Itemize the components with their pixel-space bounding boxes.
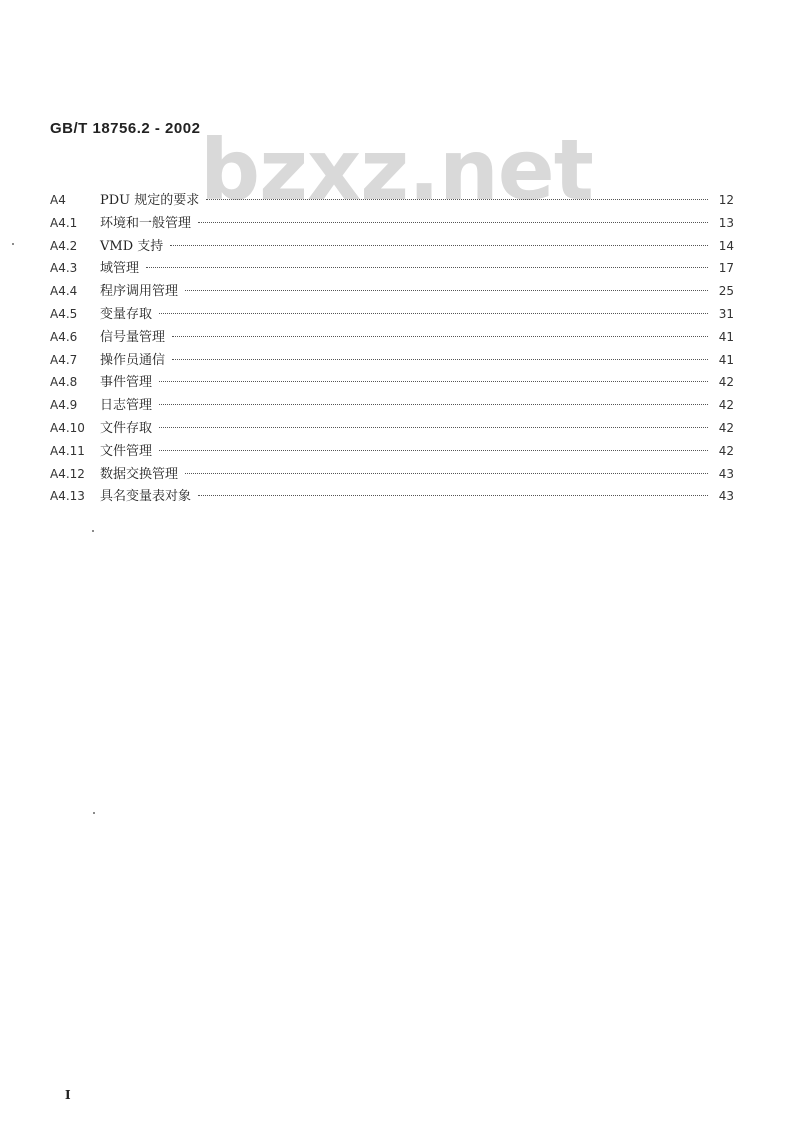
scan-speck xyxy=(92,530,94,532)
toc-entry-number: A4.6 xyxy=(50,329,78,344)
toc-entry-title: 事件管理 xyxy=(100,375,153,391)
toc-entry-a4-6 xyxy=(50,326,734,349)
toc-entry-page: 42 xyxy=(718,420,734,435)
toc-entry-page: 25 xyxy=(718,284,734,299)
scan-speck xyxy=(93,812,95,814)
toc-leader-dots xyxy=(198,222,708,223)
toc-entry-title: 操作员通信 xyxy=(100,352,166,368)
toc-entry-page: 41 xyxy=(718,352,734,367)
toc-entry-number: A4.12 xyxy=(50,466,85,481)
toc-entry-page: 42 xyxy=(718,398,734,413)
toc-entry-number: A4.7 xyxy=(50,352,78,367)
toc-leader-dots xyxy=(206,199,708,200)
toc-leader-dots xyxy=(159,313,708,314)
toc-entry-a4-9 xyxy=(50,394,734,417)
toc-entry-a4-1 xyxy=(50,212,734,235)
toc-entry-number: A4.11 xyxy=(50,443,85,458)
toc-entry-number: A4.1 xyxy=(50,215,78,230)
toc-entry-title: 程序调用管理 xyxy=(100,284,179,300)
toc-leader-dots xyxy=(172,359,708,360)
toc-leader-dots xyxy=(159,404,708,405)
toc-entry-number: A4.13 xyxy=(50,489,85,504)
toc-entry-number: A4.3 xyxy=(50,261,78,276)
toc-entry-a4-11 xyxy=(50,440,734,463)
toc-entry-page: 12 xyxy=(718,193,734,207)
toc-entry-page: 31 xyxy=(718,306,734,321)
toc-entry-a4-13 xyxy=(50,485,734,508)
toc-leader-dots xyxy=(172,336,708,337)
toc-leader-dots xyxy=(159,381,708,382)
standard-code-header: GB/T 18756.2 - 2002 xyxy=(50,120,201,137)
toc-entry-title: 日志管理 xyxy=(100,398,153,414)
toc-entry-a4-8 xyxy=(50,371,734,394)
toc-entry-a4-7 xyxy=(50,349,734,372)
toc-entry-a4-2 xyxy=(50,235,734,258)
watermark: bzxz.net xyxy=(200,121,593,219)
toc-entry-a4 xyxy=(50,189,734,212)
toc-entry-page: 43 xyxy=(718,489,734,504)
toc-entry-a4-3 xyxy=(50,257,734,280)
toc-entry-number: A4.2 xyxy=(50,238,78,253)
toc-entry-page: 13 xyxy=(718,215,734,230)
toc-entry-title: PDU 规定的要求 xyxy=(100,193,200,208)
toc-entry-number: A4.8 xyxy=(50,375,78,390)
toc-entry-title: VMD 支持 xyxy=(100,238,164,254)
page-number-footer: I xyxy=(65,1088,71,1102)
toc-leader-dots xyxy=(159,427,708,428)
toc-entry-number: A4.4 xyxy=(50,284,78,299)
toc-entry-a4-5 xyxy=(50,303,734,326)
toc-entry-page: 42 xyxy=(718,375,734,390)
toc-entry-number: A4.9 xyxy=(50,398,78,413)
toc-entry-title: 信号量管理 xyxy=(100,329,166,345)
toc-entry-a4-4 xyxy=(50,280,734,303)
toc-leader-dots xyxy=(185,473,708,474)
toc-entry-title: 文件管理 xyxy=(100,443,153,459)
toc-leader-dots xyxy=(146,267,708,268)
toc-entry-title: 变量存取 xyxy=(100,306,153,322)
toc-entry-number: A4 xyxy=(50,193,66,207)
toc-entry-a4-12 xyxy=(50,463,734,486)
toc-entry-page: 42 xyxy=(718,443,734,458)
toc-entry-page: 41 xyxy=(718,329,734,344)
toc-entry-number: A4.5 xyxy=(50,306,78,321)
toc-entry-title: 具名变量表对象 xyxy=(100,489,192,505)
toc-entry-title: 文件存取 xyxy=(100,420,153,436)
toc-leader-dots xyxy=(170,245,708,246)
table-of-contents xyxy=(50,189,734,508)
toc-entry-title: 数据交换管理 xyxy=(100,466,179,482)
toc-entry-title: 域管理 xyxy=(100,261,140,277)
scan-speck xyxy=(12,243,14,245)
toc-leader-dots xyxy=(159,450,708,451)
toc-entry-title: 环境和一般管理 xyxy=(100,215,192,231)
toc-leader-dots xyxy=(198,495,708,496)
toc-leader-dots xyxy=(185,290,708,291)
toc-entry-a4-10 xyxy=(50,417,734,440)
toc-entry-page: 17 xyxy=(718,261,734,276)
toc-entry-number: A4.10 xyxy=(50,420,85,435)
toc-entry-page: 43 xyxy=(718,466,734,481)
toc-entry-page: 14 xyxy=(718,238,734,253)
